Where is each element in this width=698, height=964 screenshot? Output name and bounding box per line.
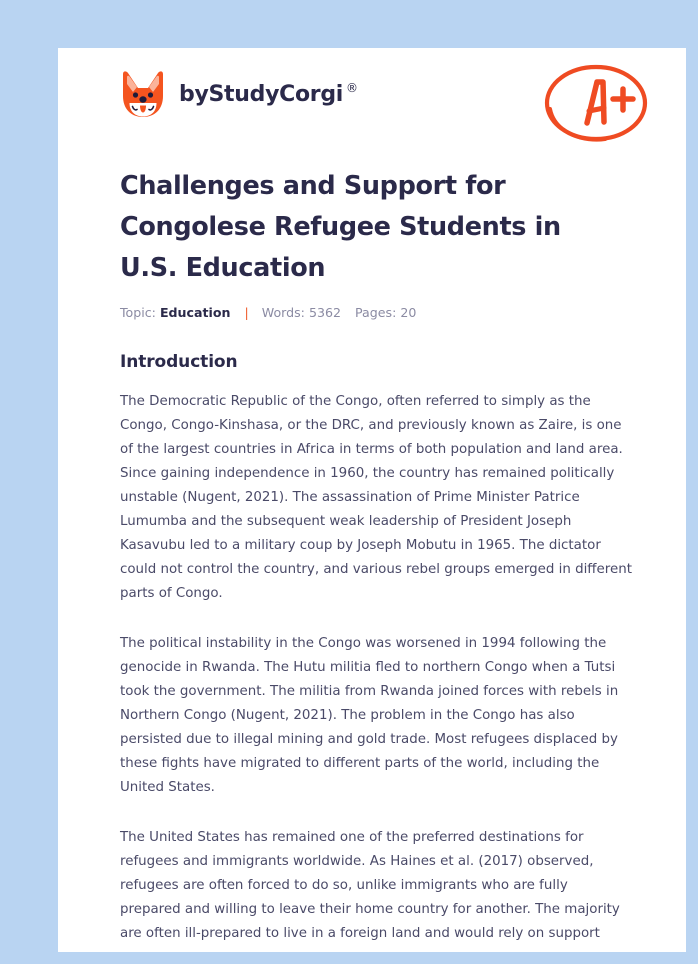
brand-prefix: by: [179, 82, 209, 107]
pages-label: Pages:: [355, 305, 397, 320]
words-label: Words:: [261, 305, 305, 320]
words-value: 5362: [308, 305, 341, 320]
pages-value: 20: [400, 305, 417, 320]
registered-trademark-icon: ®: [346, 81, 358, 95]
meta-separator: |: [244, 305, 249, 320]
document-header: [120, 48, 630, 166]
brand-name: StudyCorgi: [208, 82, 344, 107]
body-paragraph: The political instability in the Congo was worsened in 1994 following the genocide in Rwanda. The Hutu militia fled to northern Congo when a Tutsi took the government. The militia from Rwanda joined forces with rebels in Northern Congo (Nugent, 2021). The problem in the Congo has also persisted due to illegal mining and gold trade. Most refugees displaced by these fights have migrated to different parts of the world, including the United States.: [120, 636, 619, 795]
section-heading-introduction: Introduction: [120, 352, 238, 372]
body-paragraph: The United States has remained one of the preferred destinations for refugees and immigrants worldwide. As Haines et al. (2017) observed, refugees are often forced to do so, unlike immigrants who are fully prepared and willing to leave their home country for another. The majority are often ill-prepared to live in a foreign land and would rely on support: [120, 830, 620, 941]
body-paragraph: The Democratic Republic of the Congo, often referred to simply as the Congo, Congo-Kinshasa, or the DRC, and previously known as Zaire, is one of the largest countries in Africa in terms of both population and land area. Since gaining independence in 1960, the country has remained politically unstable (Nugent, 2021). The assassination of Prime Minister Patrice Lumumba and the subsequent weak leadership of President Joseph Kasavubu led to a military coup by Joseph Mobutu in 1965. The dictator could not control the country, and various rebel groups emerged in different parts of Congo.: [120, 394, 632, 601]
corgi-face-icon: [120, 70, 166, 120]
section-body: [120, 390, 630, 946]
document-page: [58, 48, 686, 952]
topic-label: Topic:: [120, 305, 156, 320]
page-content: [120, 48, 630, 946]
document-meta: [120, 305, 630, 321]
brand-wordmark: [179, 81, 358, 107]
a-plus-grade-badge: [541, 62, 651, 144]
page-title: Challenges and Support for Congolese Refugee Students in U.S. Education: [120, 171, 561, 283]
topic-value[interactable]: Education: [159, 305, 231, 320]
a-plus-grade-badge-icon: [541, 62, 651, 144]
studycorgi-brand-logo[interactable]: [120, 70, 358, 120]
